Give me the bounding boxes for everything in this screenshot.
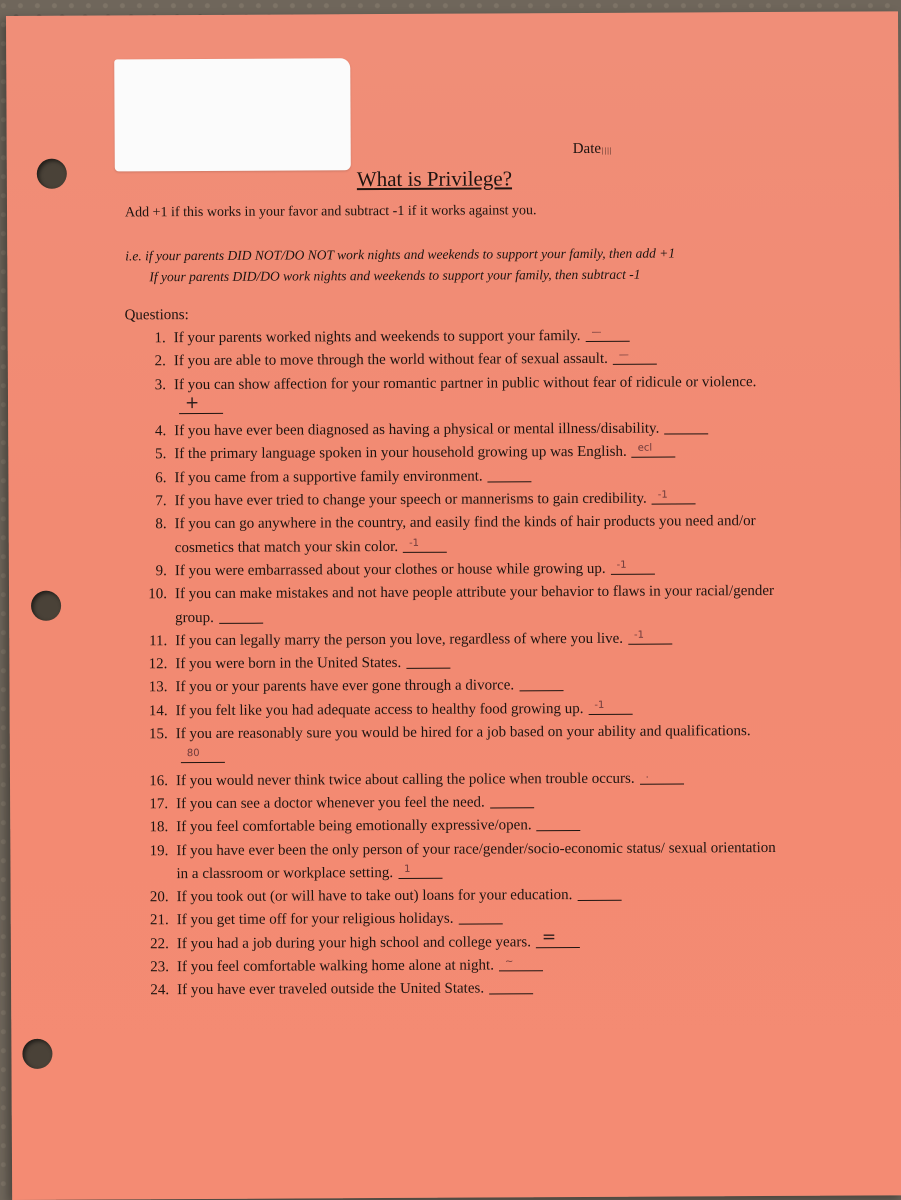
answer-blank[interactable] — [490, 793, 534, 808]
date-field — [573, 141, 613, 158]
answer-blank[interactable] — [536, 926, 580, 948]
question-number: 17. — [149, 796, 169, 813]
question-number: 19. — [149, 842, 169, 859]
handwritten-mark: -1 — [616, 559, 627, 571]
punch-hole — [31, 591, 61, 621]
question-number: 23. — [150, 959, 170, 976]
date-label: Date — [572, 140, 602, 158]
question-text: If you can make mistakes and not have people attribute your behavior to flaws in your racial/gender group. — [174, 583, 775, 626]
handwritten-mark: — — [618, 350, 629, 362]
handwritten-mark: -1 — [634, 629, 645, 641]
question-text: If you would never think twice about calling the police when trouble occurs. — [175, 770, 635, 789]
question-item — [128, 790, 788, 817]
question-item — [129, 906, 789, 933]
question-text: If you get time off for your religious holidays. — [176, 911, 454, 929]
question-item — [127, 673, 787, 700]
question-number: 18. — [149, 819, 169, 836]
question-item — [126, 324, 786, 351]
question-number: 22. — [150, 935, 169, 952]
answer-blank[interactable] — [611, 560, 655, 575]
question-number: 8. — [155, 516, 167, 533]
answer-blank[interactable] — [519, 677, 563, 692]
question-item — [128, 836, 788, 886]
question-item — [129, 926, 789, 957]
question-text: If you can see a doctor whenever you feel the need. — [176, 794, 485, 813]
question-text: If you took out (or will have to take out) loans for your education. — [176, 887, 573, 906]
answer-blank[interactable] — [640, 769, 684, 784]
handwritten-mark: -1 — [657, 489, 668, 501]
question-text: If you can go anywhere in the country, and easily find the kinds of hair products you need and/or cosmetics that match your skin color. — [174, 513, 756, 556]
redacted-name-area — [114, 58, 351, 171]
question-number: 15. — [148, 726, 168, 743]
question-text: If you can show affection for your romantic partner in public without fear of ridicule or violence. — [173, 373, 757, 393]
question-text: If you or your parents have ever gone through a divorce. — [175, 677, 515, 696]
question-number: 24. — [150, 982, 170, 999]
question-item — [126, 464, 786, 491]
question-number: 5. — [155, 446, 167, 463]
answer-blank[interactable] — [628, 629, 672, 644]
question-text: If you had a job during your high school and college years. — [176, 933, 531, 952]
question-item — [127, 557, 787, 584]
page-title: What is Privilege? — [356, 166, 513, 192]
question-number: 16. — [149, 772, 169, 789]
handwritten-mark: -1 — [409, 537, 420, 549]
instruction-text: Add +1 if this works in your favor and subtract -1 if it works against you. — [124, 203, 537, 221]
answer-blank[interactable] — [489, 980, 533, 995]
answer-blank[interactable] — [632, 443, 676, 458]
answer-blank[interactable] — [652, 489, 696, 504]
question-number: 21. — [149, 912, 169, 929]
handwritten-mark: = — [541, 926, 557, 947]
handwritten-mark: ecl — [637, 443, 653, 455]
punch-hole — [22, 1039, 52, 1069]
question-text: If you were embarrassed about your clothes or house while growing up. — [174, 560, 606, 580]
handwritten-mark: + — [184, 392, 200, 413]
handwritten-mark: — — [591, 326, 602, 338]
handwritten-mark: -1 — [594, 699, 605, 711]
question-item — [127, 580, 787, 630]
question-item — [129, 953, 789, 980]
question-number: 6. — [155, 469, 167, 487]
questions-header: Questions: — [124, 307, 189, 324]
question-text: If the primary language spoken in your household growing up was English. — [174, 444, 627, 463]
handwritten-mark: . — [645, 769, 649, 781]
example-line-2: If your parents DID/DO work nights and weekends to support your family, then subtract -1 — [149, 266, 641, 285]
question-text: If your parents worked nights and weekends to support your family. — [173, 327, 581, 347]
answer-blank[interactable] — [588, 699, 632, 714]
question-item — [127, 650, 787, 677]
question-item — [128, 767, 788, 794]
question-text: If you felt like you had adequate access to healthy food growing up. — [175, 700, 584, 719]
question-item — [129, 976, 789, 1003]
question-item — [126, 347, 786, 374]
question-number: 11. — [149, 633, 168, 650]
worksheet-paper — [6, 11, 901, 1200]
question-item — [128, 697, 788, 724]
question-number: 12. — [148, 656, 168, 673]
example-line-1: i.e. if your parents DID NOT/DO NOT work nights and weekends to support your family, then add +1 — [125, 245, 676, 264]
question-item — [126, 487, 786, 514]
question-text: If you feel comfortable being emotionally expressive/open. — [176, 817, 532, 836]
answer-blank[interactable] — [458, 910, 502, 925]
question-text: If you are able to move through the world without fear of sexual assault. — [173, 351, 608, 370]
question-number: 1. — [154, 330, 166, 347]
answer-blank[interactable] — [585, 327, 629, 342]
answer-blank[interactable] — [406, 654, 450, 669]
question-item — [127, 510, 787, 560]
question-number: 2. — [154, 353, 166, 370]
question-number: 7. — [155, 493, 167, 510]
question-text: If you feel comfortable walking home alone at night. — [176, 957, 495, 976]
date-value: |||| — [602, 145, 613, 155]
handwritten-mark: ~ — [504, 956, 514, 968]
question-item — [128, 813, 788, 840]
handwritten-mark: 1 — [404, 863, 411, 875]
answer-blank[interactable] — [179, 392, 223, 414]
answer-blank[interactable] — [403, 537, 447, 552]
question-number: 3. — [154, 376, 166, 393]
question-text: If you can legally marry the person you love, regardless of where you live. — [175, 630, 624, 649]
question-number: 10. — [148, 586, 168, 603]
answer-blank[interactable] — [398, 864, 442, 879]
question-text: If you have ever traveled outside the United States. — [177, 980, 485, 999]
answer-blank[interactable] — [537, 816, 581, 831]
question-number: 13. — [148, 679, 168, 696]
question-text: If you have ever tried to change your speech or mannerisms to gain credibility. — [174, 490, 647, 510]
question-text: If you were born in the United States. — [175, 655, 402, 673]
answer-blank[interactable] — [181, 748, 225, 763]
question-item — [126, 417, 786, 444]
answer-blank[interactable] — [219, 608, 263, 623]
answer-blank[interactable] — [613, 350, 657, 365]
question-list — [126, 324, 790, 1003]
answer-blank[interactable] — [664, 420, 708, 435]
question-item — [128, 720, 788, 770]
handwritten-mark: 80 — [186, 748, 200, 760]
question-item — [127, 627, 787, 654]
question-text: If you are reasonably sure you would be hired for a job based on your ability and qualifications. — [175, 723, 751, 743]
question-number: 9. — [155, 563, 167, 580]
question-number: 14. — [148, 702, 168, 720]
question-item — [126, 371, 786, 421]
question-number: 20. — [149, 889, 169, 906]
question-number: 4. — [154, 423, 167, 440]
question-item — [126, 440, 786, 467]
question-item — [129, 883, 789, 910]
question-text: If you have ever been diagnosed as having a physical or mental illness/disability. — [174, 420, 660, 440]
answer-blank[interactable] — [577, 886, 621, 901]
question-text: If you have ever been the only person of your race/gender/socio-economic status/ sexual orientation in a classroom or workplace setting. — [176, 839, 776, 882]
answer-blank[interactable] — [488, 467, 532, 482]
answer-blank[interactable] — [499, 956, 543, 971]
question-text: If you came from a supportive family environment. — [174, 468, 483, 486]
punch-hole — [37, 159, 67, 189]
